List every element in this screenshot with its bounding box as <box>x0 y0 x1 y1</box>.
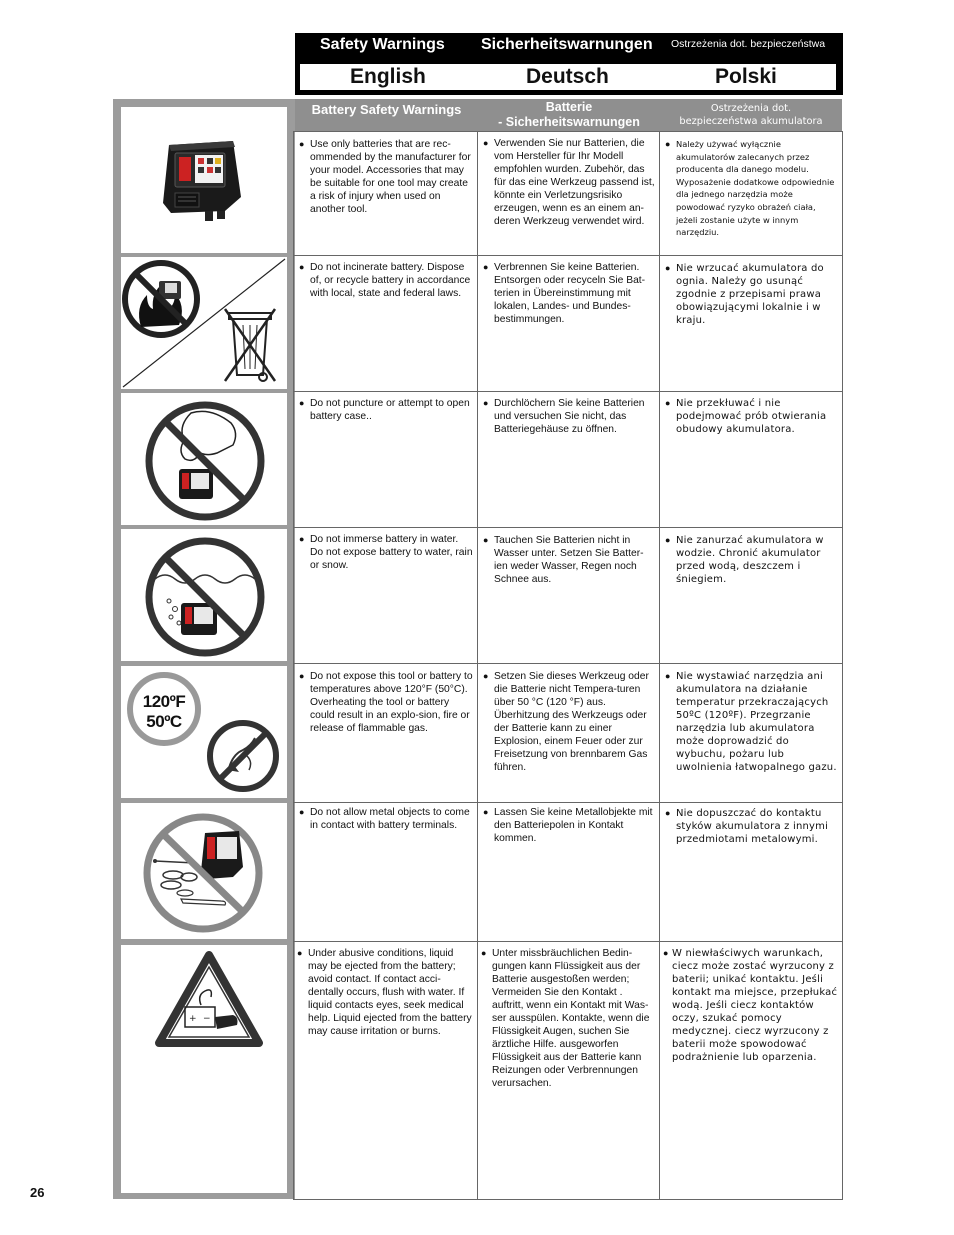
warning-text-pl: Nie zanurzać akumulatora w wodzie. Chronić akumulator przed wodą, deszczem i śniegiem. <box>676 535 824 585</box>
warning-cell-en: ● Do not immerse battery in water. Do not expose battery to water, rain or snow. <box>293 527 478 664</box>
no-metal-image-cell <box>121 803 287 939</box>
warnings-table <box>293 131 844 1200</box>
warning-cell-pl: ● Należy używać wyłącznie akumulatorów zalecanych przez producenta dla danego modelu. Wyposażenie dodatkowe odpowiednie dla jednego narzędzia może powodować ryzyko obrażeń ciała, jeżeli zostanie użyte w innym narzędziu. <box>659 131 843 256</box>
column-title-de-line1: Batterie <box>545 100 593 114</box>
warning-text-en: Do not incinerate battery. Dispose of, or recycle battery in accordance with local, state and federal laws. <box>310 262 471 299</box>
warning-text-en: Do not expose this tool or battery to temperatures above 120°F (50°C). Overheating the tool or battery could result in an explo-sion, fire or release of flammable gas. <box>310 671 473 734</box>
warning-text-pl: Nie wystawiać narzędzia ani akumulatora na działanie temperatur przekraczających 50ºC (120ºF). Przegrzanie narzędzia lub akumulatora może doprowadzić do wybuchu, pożaru lub uwolnienia łatwopalnego gazu. <box>676 671 837 773</box>
no-metal-contact-icon <box>121 803 287 939</box>
header-title-de: Sicherheitswarnungen <box>481 36 653 53</box>
warning-text-en: Use only batteries that are rec-ommended by the manufacturer for your model. Accessories that may be suitable for one tool may create a risk of injury when used on another tool. <box>310 139 471 215</box>
warning-text-de: Lassen Sie keine Metallobjekte mit den Batteriepolen in Kontakt kommen. <box>494 807 653 844</box>
battery-image-cell <box>121 107 287 253</box>
no-fire-disposal-icon <box>121 257 287 389</box>
warning-text-en: Do not immerse battery in water. Do not expose battery to water, rain or snow. <box>310 534 473 571</box>
warning-text-en: Under abusive conditions, liquid may be ejected from the battery; avoid contact. If contact acci-dentally occurs, flush with water. If liquid contacts eyes, seek medical help. Liquid ejected from the battery may cause irritation or burns. <box>308 948 472 1037</box>
warning-cell-en: ● Use only batteries that are rec-ommended by the manufacturer for your model. Accessories that may be suitable for one tool may create a risk of injury when used on another tool. <box>293 131 478 256</box>
temperature-label <box>133 692 195 732</box>
safety-warnings-header <box>295 33 843 95</box>
column-header-de <box>478 99 660 132</box>
battery-icon <box>121 107 287 253</box>
warning-cell-de: ● Unter missbräuchlichen Bedin-gungen kann Flüssigkeit aus der Batterie ausgestoßen werden; Vermeiden Sie den Kontakt . auftritt, wenn ein Kontakt mit Was-ser ausspülen. Kontakte, wenn die Flüssigkeit Augen, suchen Sie ärztliche Hilfe. ausgeworfen Flüssigkeit aus der Batterie kann Reizungen oder Verbrennungen verursachen. <box>477 941 660 1200</box>
warning-cell-en: ● Do not puncture or attempt to open battery case.. <box>293 391 478 528</box>
column-title-en: Battery Safety Warnings <box>311 102 462 117</box>
warning-cell-de: ● Setzen Sie dieses Werkzeug oder die Batterie nicht Tempera-turen über 50 °C (120 °F) aus. Überhitzung des Werkzeugs oder der Batterie kann zu einer Explosion, einem Feuer oder zur Freisetzung von brennbarem Gas führen. <box>477 663 660 803</box>
warning-cell-de: ● Verbrennen Sie keine Batterien. Entsorgen oder recyceln Sie Bat-terien in Übereinstimmung mit lokalen, Landes- und Bundes-bestimmungen. <box>477 255 660 392</box>
lang-english: English <box>350 65 426 88</box>
svg-text:−: − <box>203 1014 211 1024</box>
warning-text-de: Tauchen Sie Batterien nicht in Wasser unter. Setzen Sie Batter-ien weder Wasser, Regen noch Schnee aus. <box>494 535 644 585</box>
warning-text-pl: Nie przekłuwać i nie podejmować prób otwierania obudowy akumulatora. <box>676 398 827 435</box>
warning-text-pl: W niewłaściwych warunkach, ciecz może zostać wyrzucony z baterii; unikać kontaktu. Jeśli kontakt ma miejsce, przepłukać wodą. Jeśli ciecz kontaktów oczy, szukać pomocy medycznej. ciecz wyrzucony z baterii może spowodować podrażnienie lub oparzenia. <box>672 948 838 1063</box>
warning-cell-pl: ● Nie wrzucać akumulatora do ognia. Należy go usunąć zgodnie z przepisami prawa obowiązującymi lokalnie i w kraju. <box>659 255 843 392</box>
warning-text-en: Do not allow metal objects to come in contact with battery terminals. <box>310 807 470 831</box>
warning-text-de: Verwenden Sie nur Batterien, die vom Hersteller für Ihr Modell empfohlen wurden. Zubehör, das für das eine Werkzeug passend ist, könnte ein Verletzungsrisiko erzeugen, wenn es an einem an-deren Werkzeug verwendet wird. <box>494 138 655 227</box>
no-heat-icon <box>203 716 283 796</box>
temp-celsius: 50ºC <box>146 712 182 731</box>
no-water-icon <box>121 529 287 661</box>
page-number: 26 <box>30 1185 45 1200</box>
column-title-de-line2: - Sicherheitswarnungen <box>498 115 640 129</box>
warning-cell-pl: ● Nie wystawiać narzędzia ani akumulatora na działanie temperatur przekraczających 50ºC (120ºF). Przegrzanie narzędzia lub akumulatora może doprowadzić do wybuchu, pożaru lub uwolnienia łatwopalnego gazu. <box>659 663 843 803</box>
warning-cell-en: ● Do not incinerate battery. Dispose of, or recycle battery in accordance with local, state and federal laws. <box>293 255 478 392</box>
warning-text-de: Unter missbräuchlichen Bedin-gungen kann Flüssigkeit aus der Batterie ausgestoßen werden; Vermeiden Sie den Kontakt . auftritt, wenn ein Kontakt mit Was-ser ausspülen. Kontakte, wenn die Flüssigkeit Augen, suchen Sie ärztliche Hilfe. ausgeworfen Flüssigkeit aus der Batterie kann Reizungen oder Verbrennungen verursachen. <box>492 948 650 1089</box>
language-bar <box>300 64 836 90</box>
warning-cell-en: ● Under abusive conditions, liquid may be ejected from the battery; avoid contact. If contact acci-dentally occurs, flush with water. If liquid contacts eyes, seek medical help. Liquid ejected from the battery may cause irritation or burns. <box>293 941 478 1200</box>
warning-text-pl: Należy używać wyłącznie akumulatorów zalecanych przez producenta dla danego modelu. Wyposażenie dodatkowe odpowiednie dla jednego narzędzia może powodować ryzyko obrażeń ciała, jeżeli zostanie użyte w innym narzędziu. <box>676 139 835 238</box>
no-puncture-icon <box>121 393 287 525</box>
no-incinerate-image-cell <box>121 257 287 389</box>
column-header-en <box>295 99 478 132</box>
lang-deutsch: Deutsch <box>526 65 609 88</box>
warning-cell-pl: ● Nie zanurzać akumulatora w wodzie. Chronić akumulator przed wodą, deszczem i śniegiem. <box>659 527 843 664</box>
column-title-pl-line1: Ostrzeżenia dot. <box>710 103 792 114</box>
warning-cell-en: ● Do not expose this tool or battery to temperatures above 120°F (50°C). Overheating the tool or battery could result in an explo-sion, fire or release of flammable gas. <box>293 663 478 803</box>
warning-cell-pl: ● Nie przekłuwać i nie podejmować prób otwierania obudowy akumulatora. <box>659 391 843 528</box>
warning-cell-en: ● Do not allow metal objects to come in contact with battery terminals. <box>293 802 478 942</box>
column-header-pl <box>660 99 842 132</box>
no-water-image-cell <box>121 529 287 661</box>
warning-cell-de: ● Durchlöchern Sie keine Batterien und versuchen Sie nicht, das Batteriegehäuse zu öffnen. <box>477 391 660 528</box>
warning-text-de: Setzen Sie dieses Werkzeug oder die Batterie nicht Tempera-turen über 50 °C (120 °F) aus. Überhitzung des Werkzeugs oder der Batterie kann zu einer Explosion, einem Feuer oder zur Freisetzung von brennbarem Gas führen. <box>494 671 649 773</box>
warning-cell-de: ● Lassen Sie keine Metallobjekte mit den Batteriepolen in Kontakt kommen. <box>477 802 660 942</box>
header-title-en: Safety Warnings <box>320 36 445 53</box>
warning-cell-de: ● Verwenden Sie nur Batterien, die vom Hersteller für Ihr Modell empfohlen wurden. Zubehör, das für das eine Werkzeug passend ist, könnte ein Verletzungsrisiko erzeugen, wenn es an einem an-deren Werkzeug verwendet wird. <box>477 131 660 256</box>
warning-cell-pl: ● W niewłaściwych warunkach, ciecz może zostać wyrzucony z baterii; unikać kontaktu. Jeśli kontakt ma miejsce, przepłukać wodą. Jeśli ciecz kontaktów oczy, szukać pomocy medycznej. ciecz wyrzucony z baterii może spowodować podrażnienie lub oparzenia. <box>659 941 843 1200</box>
battery-acid-warning-icon <box>121 945 287 1075</box>
illustration-column <box>113 99 295 1199</box>
warning-text-pl: Nie wrzucać akumulatora do ognia. Należy go usunąć zgodnie z przepisami prawa obowiązującymi lokalnie i w kraju. <box>676 263 824 326</box>
warning-cell-de: ● Tauchen Sie Batterien nicht in Wasser unter. Setzen Sie Batter-ien weder Wasser, Regen noch Schnee aus. <box>477 527 660 664</box>
no-puncture-image-cell <box>121 393 287 525</box>
temperature-circle <box>127 672 201 746</box>
temp-fahrenheit: 120ºF <box>142 692 186 711</box>
liquid-ejection-image-cell <box>121 945 287 1193</box>
warning-text-de: Verbrennen Sie keine Batterien. Entsorgen oder recyceln Sie Bat-terien in Übereinstimmung mit lokalen, Landes- und Bundes-bestimmungen. <box>494 262 646 325</box>
warning-text-pl: Nie dopuszczać do kontaktu styków akumulatora z innymi przedmiotami metalowymi. <box>676 808 829 845</box>
warning-text-de: Durchlöchern Sie keine Batterien und versuchen Sie nicht, das Batteriegehäuse zu öffnen. <box>494 398 645 435</box>
warning-text-en: Do not puncture or attempt to open battery case.. <box>310 398 470 422</box>
header-title-pl: Ostrzeżenia dot. bezpieczeństwa <box>671 38 826 50</box>
temperature-image-cell <box>121 666 287 798</box>
svg-text:+: + <box>189 1014 197 1024</box>
lang-polski: Polski <box>715 65 777 88</box>
warning-cell-pl: ● Nie dopuszczać do kontaktu styków akumulatora z innymi przedmiotami metalowymi. <box>659 802 843 942</box>
column-title-pl-line2: bezpieczeństwa akumulatora <box>679 116 823 127</box>
